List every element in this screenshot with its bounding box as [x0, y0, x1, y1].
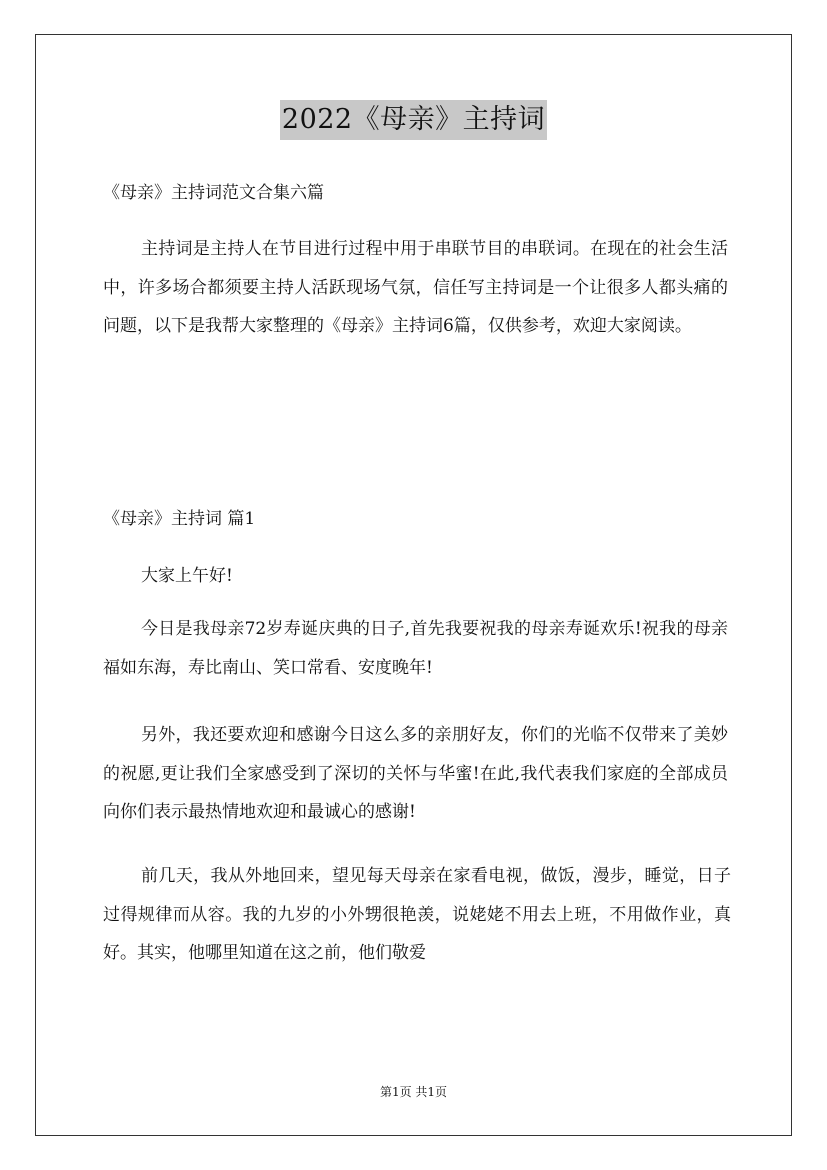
body-paragraph: 前几天，我从外地回来，望见每天母亲在家看电视，做饭，漫步，睡觉，日子过得规律而从容。我的九岁的小外甥很艳羡，说姥姥不用去上班，不用做作业，真好。其实，他哪里知道在这之前，他们敬爱	[103, 866, 731, 963]
document-title: 2022《母亲》主持词	[280, 100, 547, 140]
body-paragraph: 另外，我还要欢迎和感谢今日这么多的亲朋好友，你们的光临不仅带来了美妙的祝愿,更让我们全家感受到了深切的关怀与华蜜!在此,我代表我们家庭的全部成员向你们表示最热情地欢迎和最诚心的感谢!	[103, 725, 728, 822]
document-subtitle: 《母亲》主持词范文合集六篇	[103, 183, 324, 203]
body-paragraph: 今日是我母亲72岁寿诞庆典的日子,首先我要祝我的母亲寿诞欢乐!祝我的母亲福如东海，寿比南山、笑口常看、安度晚年!	[103, 619, 728, 678]
intro-paragraph: 主持词是主持人在节目进行过程中用于串联节目的串联词。在现在的社会生活中，许多场合都须要主持人活跃现场气氛，信任写主持词是一个让很多人都头痛的问题，以下是我帮大家整理的《母亲》主持词6篇，仅供参考，欢迎大家阅读。	[103, 239, 728, 336]
document-title-wrap	[0, 100, 827, 140]
section-heading: 《母亲》主持词 篇1	[103, 509, 256, 529]
page-footer: 第1页 共1页	[379, 1085, 448, 1099]
greeting-paragraph: 大家上午好!	[141, 566, 233, 586]
